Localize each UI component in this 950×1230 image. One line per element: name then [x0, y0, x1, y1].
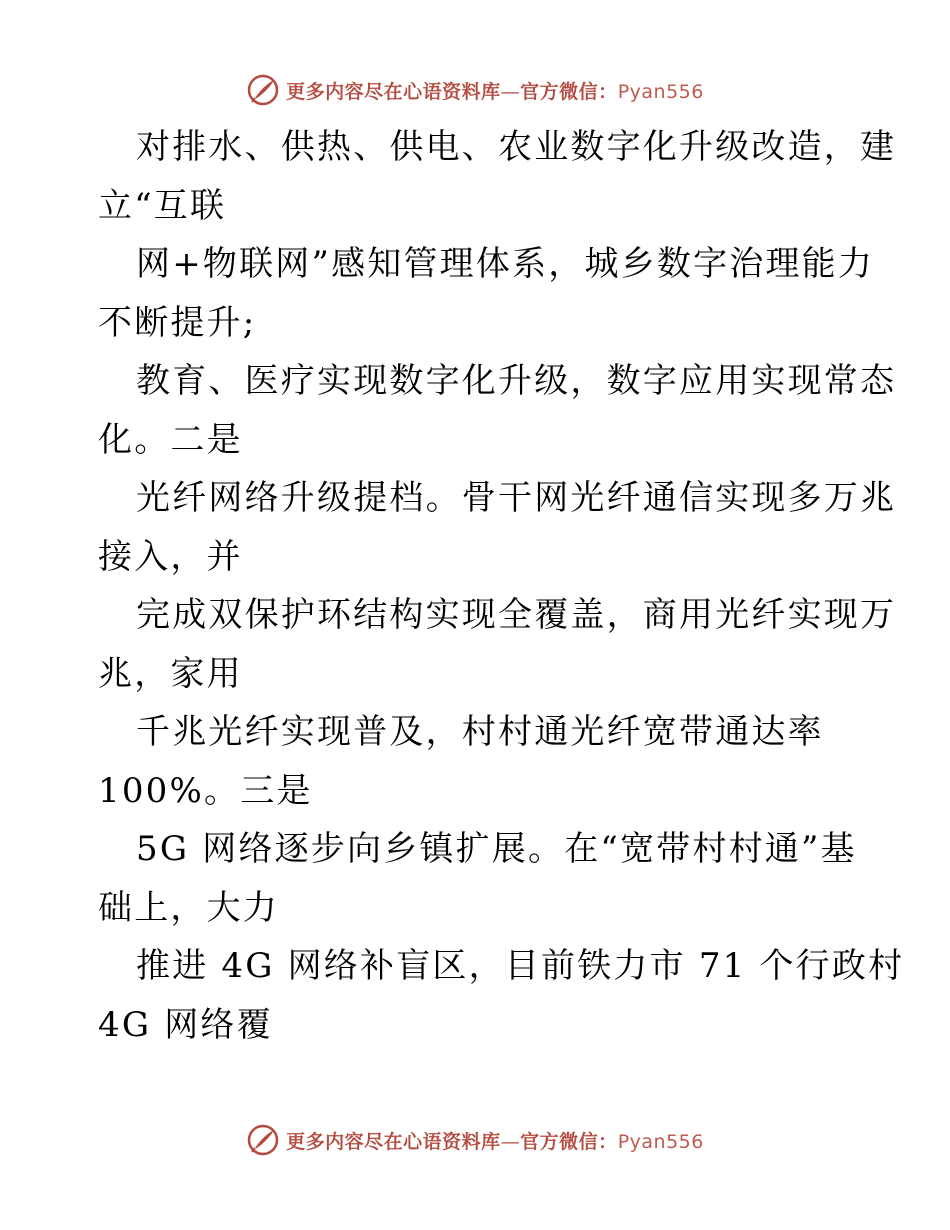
body-line: 光纤网络升级提档。骨干网光纤通信实现多万兆	[136, 478, 897, 518]
footer-watermark	[0, 1120, 950, 1160]
body-line: 不断提升;	[98, 302, 257, 343]
watermark-wechat-id: Pyan556	[617, 1130, 704, 1153]
feather-pen-logo-icon	[246, 1123, 280, 1157]
header-watermark	[0, 70, 950, 110]
feather-pen-logo-icon	[246, 73, 280, 107]
watermark-wechat-id: Pyan556	[617, 80, 704, 103]
body-line: 5G 网络逐步向乡镇扩展。在“宽带村村通”基	[136, 829, 857, 869]
body-line: 4G 网络覆	[98, 1004, 273, 1045]
body-line: 教育、医疗实现数字化升级，数字应用实现常态	[136, 361, 897, 401]
watermark-title: 更多内容尽在心语资料库	[286, 1130, 501, 1153]
watermark-separator: —	[500, 80, 521, 103]
body-line: 100%。三是	[98, 770, 313, 811]
body-line: 兆，家用	[98, 653, 243, 694]
body-line: 推进 4G 网络补盲区，目前铁力市 71 个行政村	[136, 946, 905, 986]
watermark-text	[286, 1127, 704, 1154]
watermark-text	[286, 77, 704, 104]
watermark-official-label: 官方微信：	[520, 1130, 618, 1153]
body-line: 化。二是	[98, 419, 243, 460]
body-line: 网+物联网”感知管理体系，城乡数字治理能力	[136, 244, 875, 284]
body-line: 千兆光纤实现普及，村村通光纤宽带通达率	[136, 712, 824, 752]
body-line: 对排水、供热、供电、农业数字化升级改造，建	[136, 127, 897, 167]
body-line: 完成双保护环结构实现全覆盖，商用光纤实现万	[136, 595, 897, 635]
body-line: 接入，并	[98, 536, 243, 577]
document-body	[98, 118, 905, 1054]
body-line: 础上，大力	[98, 887, 279, 928]
body-line: 立“互联	[98, 185, 227, 226]
watermark-separator: —	[500, 1130, 521, 1153]
watermark-title: 更多内容尽在心语资料库	[286, 80, 501, 103]
watermark-official-label: 官方微信：	[520, 80, 618, 103]
